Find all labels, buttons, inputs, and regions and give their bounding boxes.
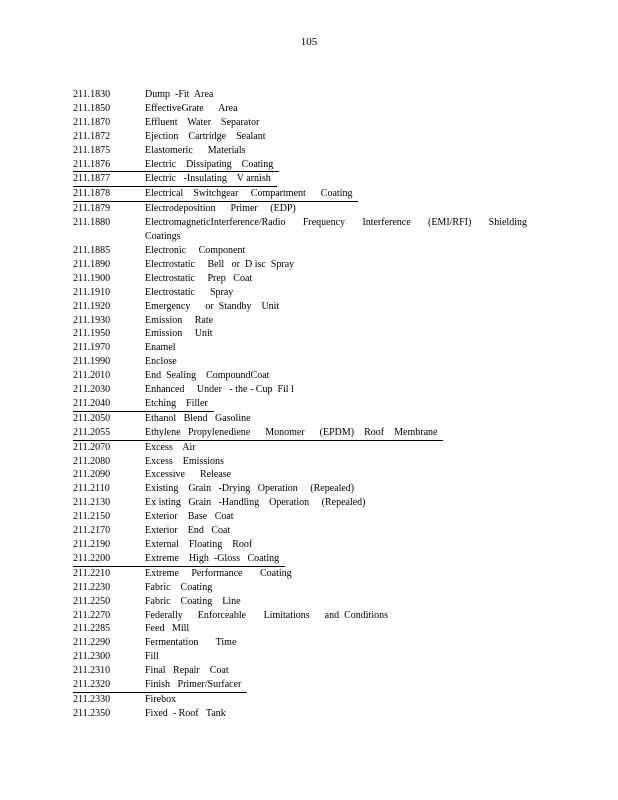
section-number: 211.1890 xyxy=(73,258,111,270)
column-gap xyxy=(127,496,145,510)
column-gap xyxy=(127,369,145,383)
column-gap xyxy=(127,482,145,496)
section-number: 211.1877 xyxy=(73,172,127,187)
section-number: 211.1990 xyxy=(73,356,111,368)
section-number: 211.1878 xyxy=(73,187,127,202)
section-number: 211.1910 xyxy=(73,286,111,298)
column-gap xyxy=(127,595,145,609)
column-gap xyxy=(127,102,145,116)
section-number: 211.1900 xyxy=(73,272,111,284)
section-title xyxy=(145,595,543,609)
list-item xyxy=(73,567,543,581)
list-item xyxy=(73,216,543,244)
list-item xyxy=(73,102,543,116)
column-gap xyxy=(127,158,145,173)
column-gap xyxy=(127,383,145,397)
section-title-text: Ethylene Propylenediene Monomer (EPDM) Roof Membrane xyxy=(145,426,443,441)
section-number: 211.2170 xyxy=(73,525,111,537)
section-title xyxy=(145,383,543,397)
section-title-text: Extreme Performance Coating xyxy=(145,567,292,579)
column-gap xyxy=(127,567,145,581)
section-title xyxy=(145,567,543,581)
section-number: 211.2230 xyxy=(73,581,111,593)
section-title xyxy=(145,468,543,482)
section-number: 211.1920 xyxy=(73,300,111,312)
section-title xyxy=(145,455,543,469)
column-gap xyxy=(127,327,145,341)
section-title-text: External Floating Roof xyxy=(145,539,253,550)
list-item xyxy=(73,524,543,538)
column-gap xyxy=(127,300,145,314)
list-item xyxy=(73,412,543,426)
section-title xyxy=(145,664,543,678)
list-item xyxy=(73,144,543,158)
column-gap xyxy=(127,272,145,286)
list-item xyxy=(73,496,543,510)
section-number: 211.2055 xyxy=(73,426,127,441)
section-title xyxy=(145,496,543,510)
section-title-text: Effluent Water Separator xyxy=(145,116,260,128)
section-number: 211.2210 xyxy=(73,567,111,579)
list-item xyxy=(73,116,543,130)
section-title-text: Dump -Fit Area xyxy=(145,89,214,100)
section-title xyxy=(145,650,543,664)
section-title xyxy=(145,636,543,650)
section-number: 211.1879 xyxy=(73,203,111,215)
list-item xyxy=(73,510,543,524)
list-item xyxy=(73,172,543,187)
column-gap xyxy=(127,244,145,258)
section-title-text: Excessive Release xyxy=(145,469,232,481)
column-gap xyxy=(127,622,145,636)
section-title-text: Electrostatic Prep Coat xyxy=(145,272,253,284)
column-gap xyxy=(127,314,145,328)
column-gap xyxy=(127,581,145,595)
list-item xyxy=(73,244,543,258)
section-title xyxy=(145,327,543,341)
section-title xyxy=(145,130,543,144)
list-item xyxy=(73,664,543,678)
section-title-text: Excess Emissions xyxy=(145,455,224,467)
column-gap xyxy=(127,650,145,664)
list-item xyxy=(73,609,543,623)
section-title-text: Emergency or Standby Unit xyxy=(145,300,280,312)
column-gap xyxy=(127,441,145,455)
section-number: 211.1970 xyxy=(73,342,111,354)
section-title-text: Electrodeposition Primer (EDP) xyxy=(145,203,296,215)
section-title xyxy=(145,524,543,538)
section-number: 211.1875 xyxy=(73,144,111,156)
section-number: 211.2150 xyxy=(73,511,111,523)
section-number: 211.2320 xyxy=(73,678,127,693)
section-title-text: Fill xyxy=(145,651,159,663)
list-item xyxy=(73,595,543,609)
section-title-text: ElectromagneticInterference/Radio Frequency Interference (EMI/RFI) Shielding xyxy=(145,217,527,229)
section-number: 211.2330 xyxy=(73,693,111,705)
section-title-text: Electrical Switchgear Compartment Coating xyxy=(145,187,358,202)
section-number: 211.2040 xyxy=(73,397,127,412)
section-number: 211.1950 xyxy=(73,328,111,340)
column-gap xyxy=(127,468,145,482)
list-item xyxy=(73,202,543,216)
column-gap xyxy=(127,130,145,144)
section-number: 211.2270 xyxy=(73,609,111,621)
section-title-text: Emission Rate xyxy=(145,314,214,326)
section-title-text: Exterior Base Coat xyxy=(145,511,234,523)
section-number: 211.2250 xyxy=(73,595,111,607)
column-gap xyxy=(127,524,145,538)
section-title-text: Feed Mill xyxy=(145,623,190,635)
section-number: 211.1885 xyxy=(73,244,111,256)
column-gap xyxy=(127,693,145,707)
column-gap xyxy=(127,144,145,158)
section-title-text: Enclose xyxy=(145,356,177,368)
column-gap xyxy=(127,258,145,272)
section-title-text: Fabric Coating xyxy=(145,581,213,593)
list-item xyxy=(73,300,543,314)
section-number: 211.2285 xyxy=(73,623,111,635)
section-title xyxy=(145,678,543,693)
section-title xyxy=(145,88,543,102)
section-title-continuation: Coatings xyxy=(145,231,181,243)
column-gap xyxy=(127,636,145,650)
section-title xyxy=(145,609,543,623)
section-title-text: Existing Grain -Drying Operation (Repealed) xyxy=(145,483,355,495)
column-gap xyxy=(127,552,145,567)
column-gap xyxy=(127,88,145,102)
column-gap xyxy=(127,116,145,130)
section-number: 211.2050 xyxy=(73,412,111,424)
section-title-text: Fixed - Roof Tank xyxy=(145,707,226,719)
section-title xyxy=(145,441,543,455)
section-title xyxy=(145,158,543,173)
section-title xyxy=(145,693,543,707)
list-item xyxy=(73,622,543,636)
section-title-text: Excess Air xyxy=(145,441,196,453)
section-number: 211.2010 xyxy=(73,370,111,382)
section-title xyxy=(145,426,543,441)
section-title-text: Ejection Cartridge Sealant xyxy=(145,130,266,142)
section-title xyxy=(145,187,543,202)
section-title xyxy=(145,216,543,244)
section-number: 211.2110 xyxy=(73,483,110,495)
section-number: 211.2310 xyxy=(73,665,111,677)
column-gap xyxy=(127,664,145,678)
section-title-text: Extreme High -Gloss Coating xyxy=(145,552,285,567)
list-item xyxy=(73,426,543,441)
section-title-text: Final Repair Coat xyxy=(145,665,229,677)
page-number: 105 xyxy=(300,36,318,48)
column-gap xyxy=(127,216,145,244)
column-gap xyxy=(127,286,145,300)
section-title xyxy=(145,552,543,567)
section-number: 211.2030 xyxy=(73,384,111,396)
list-item xyxy=(73,327,543,341)
column-gap xyxy=(127,355,145,369)
list-item xyxy=(73,552,543,567)
section-number: 211.2190 xyxy=(73,539,111,550)
section-title-text: Finish Primer/Surfacer xyxy=(145,678,247,693)
column-gap xyxy=(127,397,145,412)
section-title-text: Electronic Component xyxy=(145,244,246,256)
column-gap xyxy=(127,202,145,216)
section-title xyxy=(145,202,543,216)
column-gap xyxy=(127,455,145,469)
section-title xyxy=(145,144,543,158)
list-item xyxy=(73,538,543,552)
section-number: 211.2070 xyxy=(73,441,111,453)
section-title xyxy=(145,244,543,258)
list-item xyxy=(73,355,543,369)
section-number: 211.2200 xyxy=(73,552,127,567)
section-title-text: Enhanced Under - the - Cup Fil l xyxy=(145,384,294,396)
section-number: 211.2090 xyxy=(73,469,111,481)
list-item xyxy=(73,482,543,496)
section-number: 211.2290 xyxy=(73,637,111,649)
section-title-text: Fermentation Time xyxy=(145,637,237,649)
section-title-text: End Sealing CompoundCoat xyxy=(145,370,270,382)
section-title xyxy=(145,622,543,636)
list-item xyxy=(73,707,543,721)
list-item xyxy=(73,258,543,272)
column-gap xyxy=(127,538,145,552)
section-title-text: Firebox xyxy=(145,693,177,705)
column-gap xyxy=(127,412,145,426)
list-item xyxy=(73,468,543,482)
list-item xyxy=(73,88,543,102)
section-title xyxy=(145,510,543,524)
section-number: 211.2130 xyxy=(73,497,111,509)
section-title-text: Enamel xyxy=(145,342,176,354)
list-item xyxy=(73,130,543,144)
section-title-text: Emission Unit xyxy=(145,328,213,340)
list-item xyxy=(73,650,543,664)
section-title xyxy=(145,258,543,272)
section-number: 211.1870 xyxy=(73,116,111,128)
list-item xyxy=(73,455,543,469)
section-number: 211.2080 xyxy=(73,455,111,467)
list-item xyxy=(73,441,543,455)
section-title xyxy=(145,707,543,721)
section-title xyxy=(145,272,543,286)
section-number: 211.1930 xyxy=(73,314,111,326)
section-title-text: Elastomeric Materials xyxy=(145,144,246,156)
section-number: 211.1880 xyxy=(73,217,111,229)
section-title xyxy=(145,412,543,426)
section-title-text: Ex isting Grain -Handling Operation (Repealed) xyxy=(145,497,366,509)
section-number: 211.2300 xyxy=(73,651,111,663)
column-gap xyxy=(127,187,145,202)
list-item xyxy=(73,341,543,355)
section-number: 211.1850 xyxy=(73,102,111,114)
section-title xyxy=(145,286,543,300)
section-title-text: Electrostatic Bell or D isc Spray xyxy=(145,258,295,270)
list-item xyxy=(73,272,543,286)
section-title xyxy=(145,314,543,328)
section-number: 211.1872 xyxy=(73,130,111,142)
column-gap xyxy=(127,510,145,524)
section-title-text: Electric -Insulating V arnish xyxy=(145,172,277,187)
column-gap xyxy=(127,426,145,441)
section-title xyxy=(145,397,543,412)
section-title xyxy=(145,300,543,314)
column-gap xyxy=(127,172,145,187)
definition-index-list xyxy=(73,88,543,721)
section-title xyxy=(145,482,543,496)
section-number: 211.1876 xyxy=(73,158,127,173)
list-item xyxy=(73,693,543,707)
column-gap xyxy=(127,609,145,623)
list-item xyxy=(73,581,543,595)
section-title-text: Electrostatic Spray xyxy=(145,286,234,298)
list-item xyxy=(73,369,543,383)
section-title xyxy=(145,581,543,595)
column-gap xyxy=(127,341,145,355)
list-item xyxy=(73,383,543,397)
section-title xyxy=(145,369,543,383)
section-title-text: Fabric Coating Line xyxy=(145,595,241,607)
section-title xyxy=(145,172,543,187)
section-title-text: Exterior End Coat xyxy=(145,525,231,537)
column-gap xyxy=(127,678,145,693)
section-title-text: Etching Filler xyxy=(145,397,214,412)
list-item xyxy=(73,636,543,650)
section-title xyxy=(145,355,543,369)
list-item xyxy=(73,286,543,300)
list-item xyxy=(73,187,543,202)
list-item xyxy=(73,678,543,693)
section-title-text: Federally Enforceable Limitations and Conditions xyxy=(145,609,389,621)
section-number: 211.1830 xyxy=(73,89,111,100)
list-item xyxy=(73,158,543,173)
column-gap xyxy=(127,707,145,721)
section-title xyxy=(145,116,543,130)
list-item xyxy=(73,397,543,412)
section-title xyxy=(145,102,543,116)
section-title xyxy=(145,538,543,552)
section-title-text: Ethanol Blend Gasoline xyxy=(145,412,251,424)
section-title-text: EffectiveGrate Area xyxy=(145,102,238,114)
list-item xyxy=(73,314,543,328)
section-title-text: Electric Dissipating Coating xyxy=(145,158,279,173)
section-number: 211.2350 xyxy=(73,707,111,719)
section-title xyxy=(145,341,543,355)
